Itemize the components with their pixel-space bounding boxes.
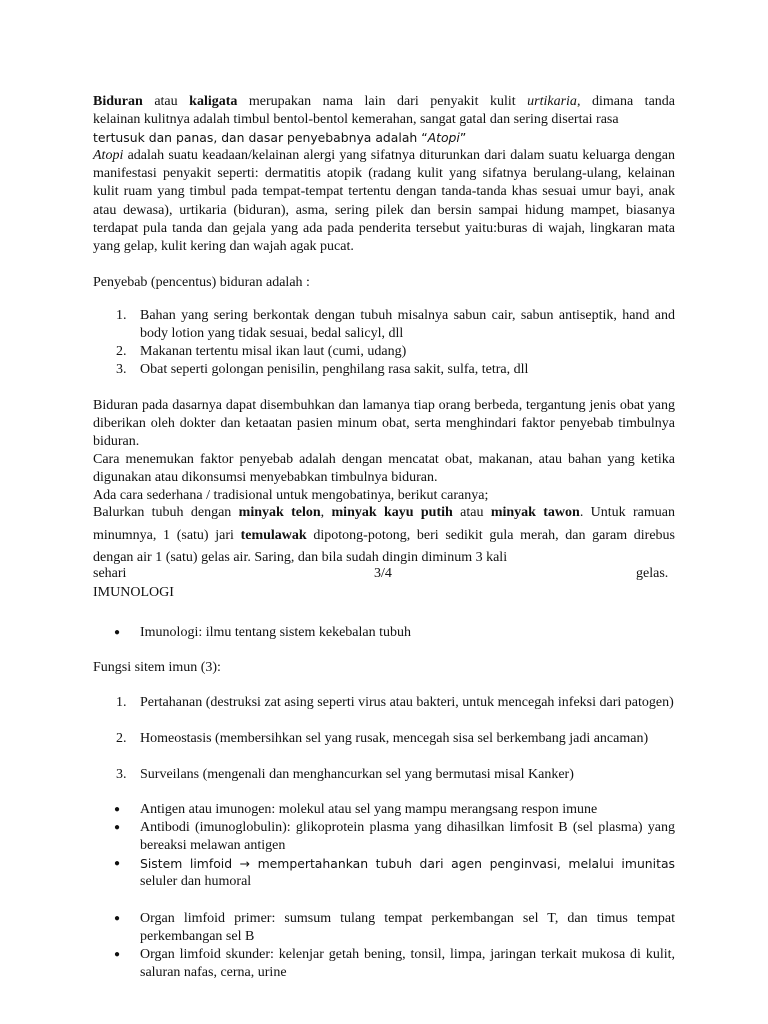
dose-sehari: sehari [93,566,127,581]
paragraph-cara-menemukan: Cara menemukan faktor penyebab adalah dengan mencatat obat, makanan, atau bahan yang ketika digunakan atau dikonsumsi menyebabkan timbulnya biduran. [93,452,675,486]
list-number: 1. [116,695,127,710]
bullet-icon: ● [114,804,121,815]
paragraph-ramuan: Balurkan tubuh dengan minyak telon, minyak kayu putih atau minyak tawon. Untuk ramuan minumnya, 1 (satu) jari temulawak dipotong-potong, beri sedikit gula merah, dan garam direbus dengan air 1 (satu) gelas air. Saring, dan bila sudah dingin diminum 3 kali [93,505,676,566]
dose-gelas: gelas. [636,566,669,581]
bullet-item: Antibodi (imunoglobulin): glikoprotein plasma yang dihasilkan limfosit B (sel plasma) yang bereaksi melawan antigen [140,820,675,854]
paragraph-line: tertusuk dan panas, dan dasar penyebabnya adalah “Atopi” [93,130,467,146]
dose-fraction: 3/4 [374,566,392,581]
bullet-item: Organ limfoid primer: sumsum tulang tempat perkembangan sel T, dan timus tempat perkembangan sel B [140,911,675,945]
term-minyak-tawon: minyak tawon [490,505,580,520]
list-number: 1. [116,308,127,323]
bullet-icon: ● [114,858,121,869]
list-item: Homeostasis (membersihkan sel yang rusak, mencegah sisa sel berkembang jadi ancaman) [140,731,649,746]
list-number: 2. [116,731,127,746]
bullet-item: Antigen atau imunogen: molekul atau sel yang mampu merangsang respon imune [140,802,598,817]
paragraph-penyebab-heading: Penyebab (pencentus) biduran adalah : [93,275,310,290]
bullet-icon: ● [114,913,121,924]
term-kaligata: kaligata [189,94,238,109]
term-minyak-telon: minyak telon [238,505,321,520]
bullet-icon: ● [114,627,121,638]
list-item: Surveilans (mengenali dan menghancurkan sel yang bermutasi misal Kanker) [140,767,574,782]
list-number: 2. [116,344,127,359]
list-item: Pertahanan (destruksi zat asing seperti virus atau bakteri, untuk mencegah infeksi dari patogen) [140,695,674,710]
bullet-item: Sistem limfoid → mempertahankan tubuh dari agen penginvasi, melalui imunitas seluler dan humoral [140,856,675,890]
bullet-icon: ● [114,822,121,833]
term-urtikaria: urtikaria [527,94,577,109]
paragraph-penyembuhan: Biduran pada dasarnya dapat disembuhkan dan lamanya tiap orang berbeda, tergantung jenis obat yang diberikan oleh dokter dan ketaatan pasien minum obat, serta menghindari faktor penyebab timbulnya biduran. [93,398,675,450]
term-atopi: Atopi [93,148,124,163]
term-biduran: Biduran [93,94,143,109]
paragraph-atopi: Atopi adalah suatu keadaan/kelainan alergi yang sifatnya diturunkan dari dalam suatu keluarga dengan manifestasi penyakit seperti: dermatitis atopik (radang kulit yang sifatnya berulang-ulang, kelainan kulit ruam yang timbul pada tempat-tempat tertentu dengan tanda-tanda khas sesuai umur bayi, anak atau dewasa), urtikaria (biduran), asma, sering pilek dan bersin sampai hidung mampet, biasanya terdapat pula tanda dan gejala yang ada pada penderita tersebut yaitu:buras di wajah, lingkaran mata yang gelap, kulit kering dan wajah agak pucat. [93,148,675,255]
list-number: 3. [116,767,127,782]
paragraph-line: kelainan kulitnya adalah timbul bentol-bentol kemerahan, sangat gatal dan sering disertai rasa [93,112,619,128]
section-heading-imunologi: IMUNOLOGI [93,585,174,600]
list-number: 3. [116,362,127,377]
term-temulawak: temulawak [240,527,307,543]
paragraph-fungsi-heading: Fungsi sitem imun (3): [93,660,221,675]
bullet-item: Organ limfoid skunder: kelenjar getah bening, tonsil, limpa, jaringan terkait mukosa di kulit, saluran nafas, cerna, urine [140,947,675,981]
list-item: Makanan tertentu misal ikan laut (cumi, udang) [140,344,407,359]
bullet-icon: ● [114,949,121,960]
term-minyak-kayu-putih: minyak kayu putih [331,505,453,520]
bullet-item: Imunologi: ilmu tentang sistem kekebalan tubuh [140,625,412,640]
list-item: Obat seperti golongan penisilin, penghilang rasa sakit, sulfa, tetra, dll [140,362,529,377]
paragraph-cara-tradisional: Ada cara sederhana / tradisional untuk mengobatinya, berikut caranya; [93,488,489,503]
list-item: Bahan yang sering berkontak dengan tubuh misalnya sabun cair, sabun antiseptik, hand and body lotion yang tidak sesuai, bedal salicyl, dll [140,308,675,342]
paragraph-biduran-intro: Biduran atau kaligata merupakan nama lain dari penyakit kulit urtikaria, dimana tanda kelainan kulitnya adalah timbul bentol-bentol kemerahan, sangat gatal dan sering disertai rasa tertusuk dan panas, dan dasar penyebabnya adalah “Atopi” [93,93,675,148]
